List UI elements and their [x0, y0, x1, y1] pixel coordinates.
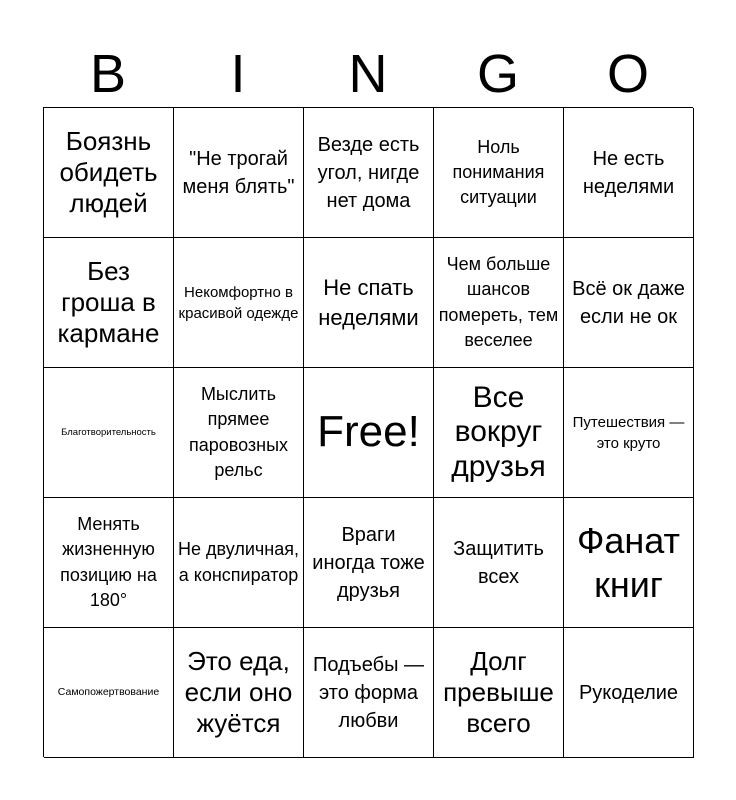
header-letter-i: I [230, 44, 246, 104]
bingo-cell-r4c2[interactable] [174, 498, 304, 628]
bingo-cell-r5c2[interactable] [174, 628, 304, 758]
header-letter-b: B [89, 44, 127, 104]
header-letter-n: N [348, 44, 388, 104]
bingo-cell-r4c4[interactable] [434, 498, 564, 628]
bingo-cell-r1c5[interactable] [564, 108, 694, 238]
bingo-cell-r4c5[interactable] [564, 498, 694, 628]
cell-text: Долг превыше всего [443, 646, 554, 738]
bingo-cell-free[interactable] [304, 368, 434, 498]
header-letter-o: O [606, 44, 649, 104]
bingo-header [43, 40, 693, 108]
cell-text: Везде есть угол, нигде нет дома [317, 133, 420, 212]
cell-text: Самопожертвование [57, 686, 160, 699]
cell-text: Все вокруг друзья [451, 380, 546, 483]
cell-text: Чем больше шансов помереть, тем веселее [438, 254, 559, 350]
cell-text: Рукоделие [578, 681, 679, 704]
bingo-cell-r1c4[interactable] [434, 108, 564, 238]
bingo-cell-r4c1[interactable] [44, 498, 174, 628]
bingo-cell-r5c5[interactable] [564, 628, 694, 758]
bingo-cell-r2c5[interactable] [564, 238, 694, 368]
bingo-cell-r2c2[interactable] [174, 238, 304, 368]
cell-text: Путешествия — это круто [572, 413, 685, 452]
cell-text: Ноль понимания ситуации [452, 136, 545, 208]
bingo-cell-r5c1[interactable] [44, 628, 174, 758]
bingo-board [43, 107, 693, 757]
cell-text: Это еда, если оно жуётся [184, 646, 293, 738]
header-letter-g: G [476, 44, 519, 104]
cell-text: Менять жизненную позицию на 180° [60, 514, 157, 610]
cell-text: "Не трогай меня блять" [182, 147, 295, 198]
cell-text: Не спать неделями [318, 274, 419, 330]
bingo-cell-r2c4[interactable] [434, 238, 564, 368]
bingo-cell-r3c4[interactable] [434, 368, 564, 498]
cell-text: Некомфортно в красивой одежде [178, 283, 299, 322]
bingo-cell-r2c1[interactable] [44, 238, 174, 368]
bingo-cell-r3c1[interactable] [44, 368, 174, 498]
bingo-cell-r3c5[interactable] [564, 368, 694, 498]
cell-text: Всё ок даже если не ок [572, 277, 685, 328]
cell-text: Фанат книг [577, 520, 680, 605]
bingo-cell-r1c3[interactable] [304, 108, 434, 238]
cell-text: Враги иногда тоже друзья [312, 523, 425, 602]
cell-text: Защитить всех [453, 537, 544, 588]
bingo-cell-r4c3[interactable] [304, 498, 434, 628]
bingo-cell-r5c4[interactable] [434, 628, 564, 758]
bingo-cell-r1c2[interactable] [174, 108, 304, 238]
cell-text: Без гроша в кармане [57, 256, 160, 348]
cell-text: Не есть неделями [582, 147, 675, 198]
bingo-cell-r1c1[interactable] [44, 108, 174, 238]
bingo-cell-r3c2[interactable] [174, 368, 304, 498]
cell-text: Боязнь обидеть людей [59, 126, 158, 218]
bingo-cell-r2c3[interactable] [304, 238, 434, 368]
cell-text: Мыслить прямее паровозных рельс [188, 384, 289, 480]
cell-text: Подъебы — это форма любви [312, 653, 425, 732]
cell-text: Благотворительность [61, 426, 156, 438]
free-space-text: Free! [317, 407, 420, 457]
bingo-cell-r5c3[interactable] [304, 628, 434, 758]
cell-text: Не двуличная, а конспиратор [178, 539, 299, 585]
